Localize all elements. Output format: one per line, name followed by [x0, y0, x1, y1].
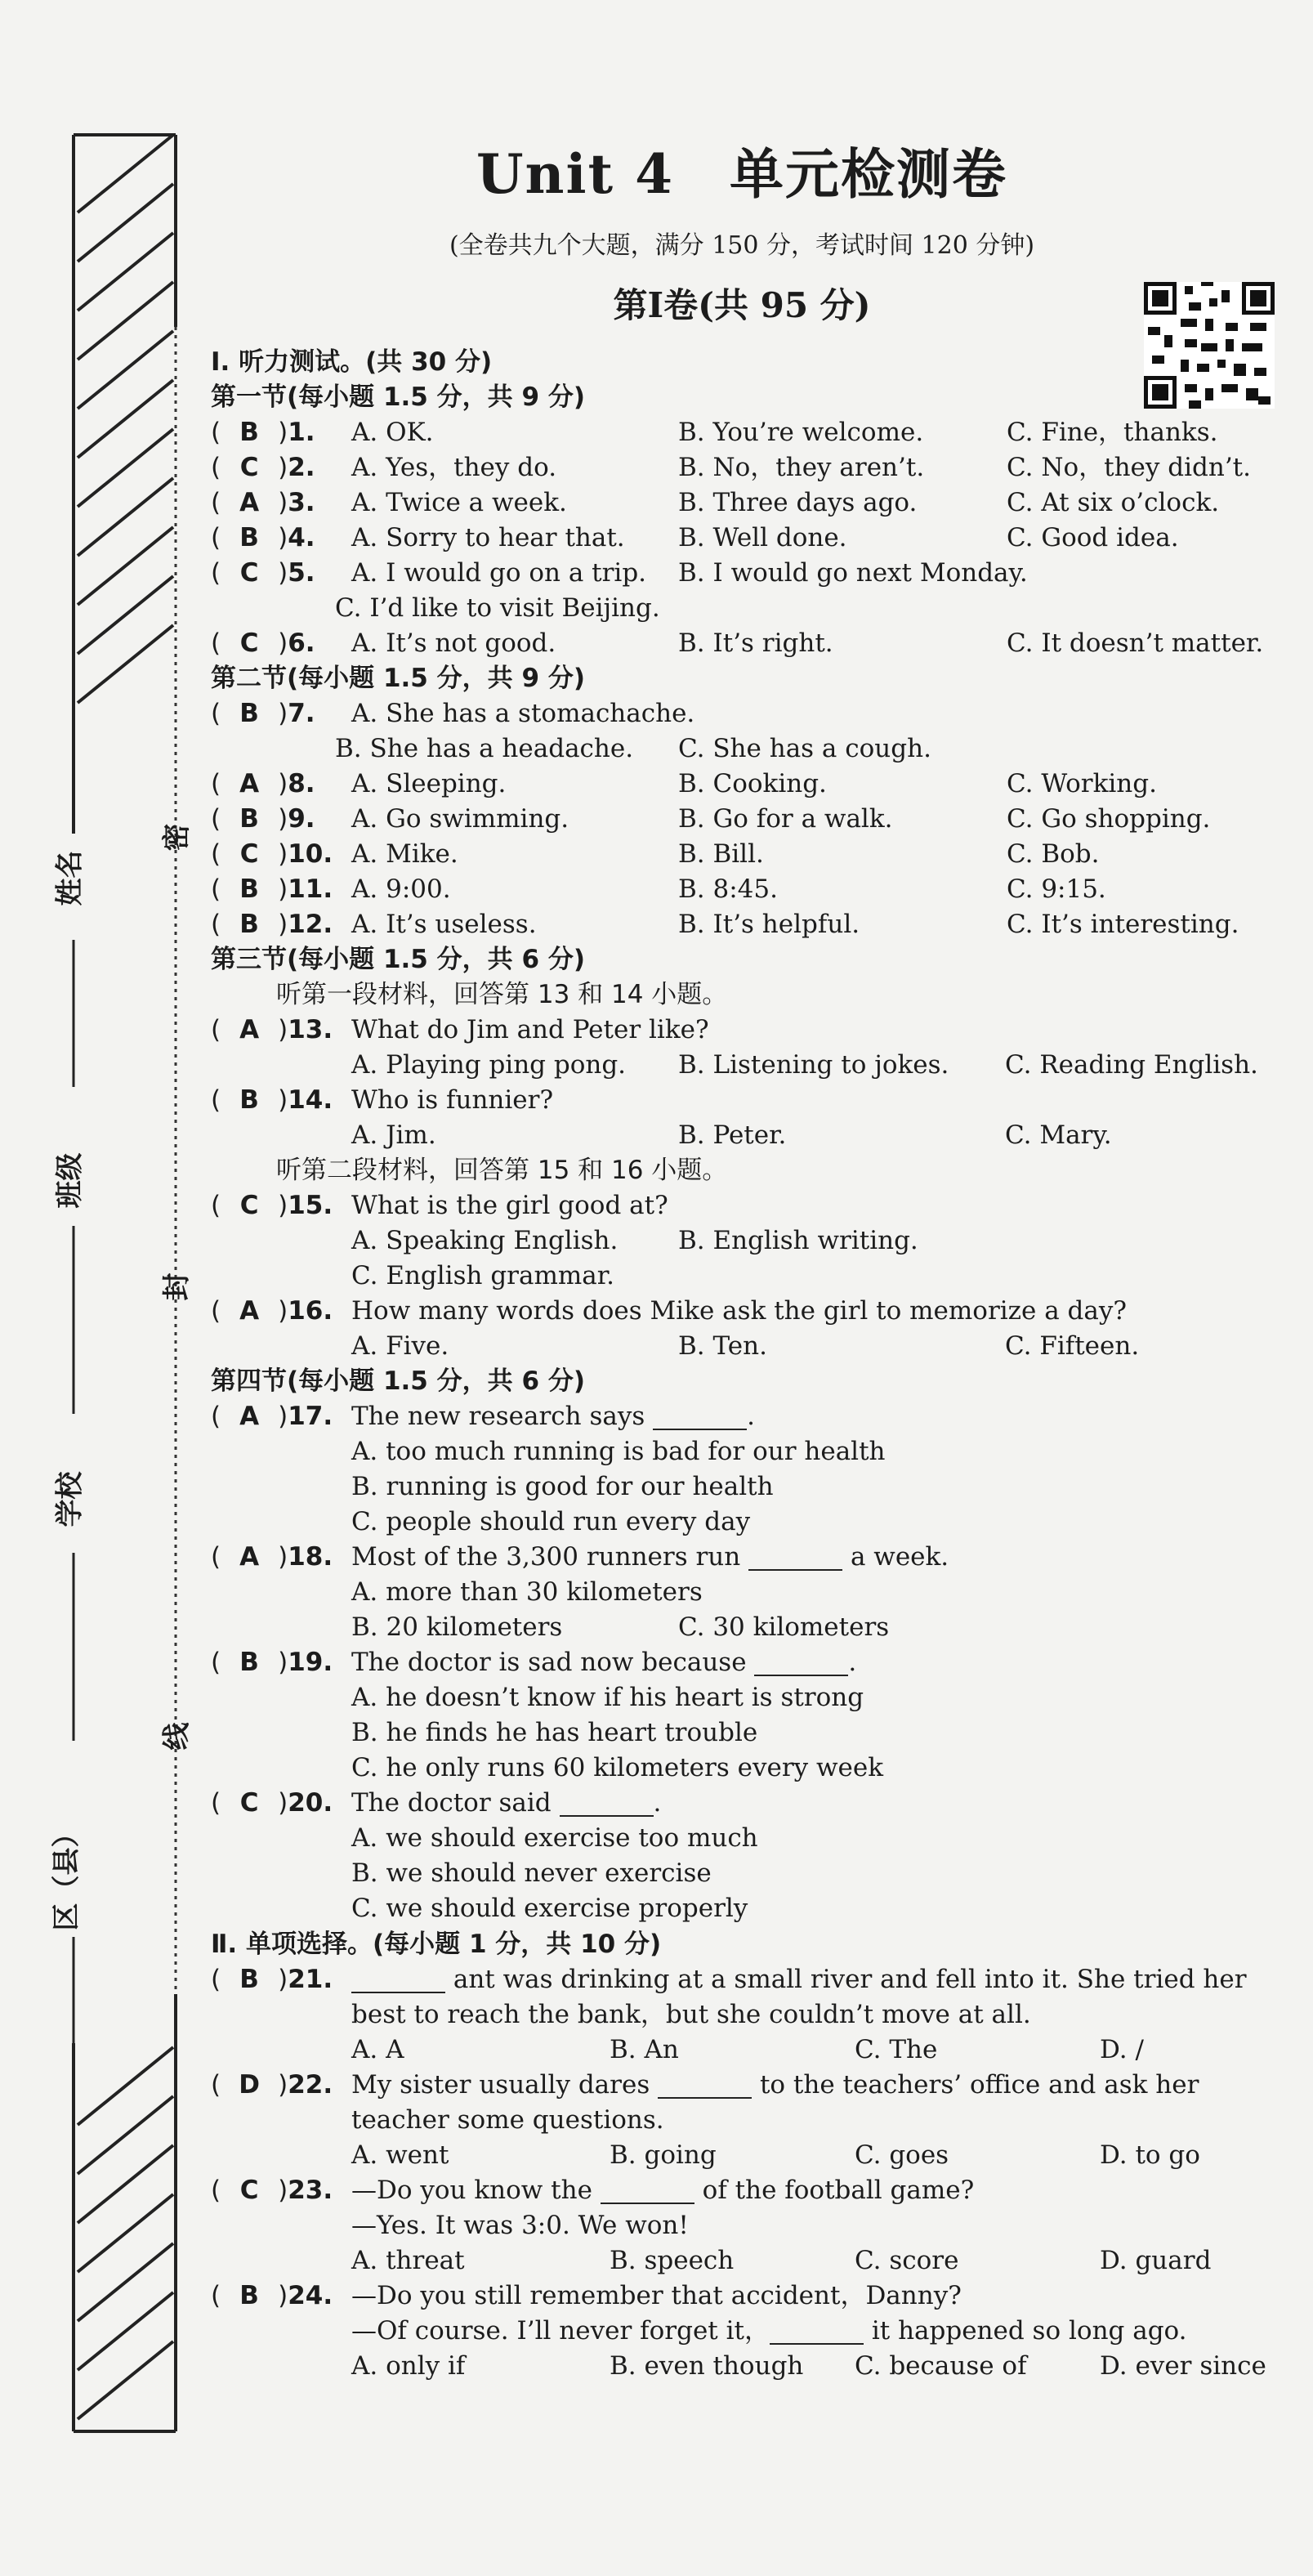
question-item: ( C )23. —Do you know the of the football game? —Yes. It was 3:0. We won! A. threat B. speech C. score D. guard	[211, 2176, 1212, 2275]
question-item: ( A )3. A. Twice a week. B. Three days ago. C. At six o’clock.	[211, 488, 1220, 517]
answer-blank	[748, 1545, 842, 1571]
subsection-heading: 第三节(每小题 1.5 分，共 6 分)	[211, 945, 585, 974]
answer-blank	[351, 1967, 445, 1993]
answer-blank	[770, 2319, 864, 2345]
question-item: ( B )7. A. She has a stomachache. B. She has a headache. C. She has a cough.	[211, 699, 931, 763]
question-item: ( A )8. A. Sleeping. B. Cooking. C. Working.	[211, 769, 1157, 798]
question-item: ( B )1. A. OK. B. You’re welcome. C. Fine，thanks.	[211, 418, 1218, 447]
margin-label-school: 学校	[53, 1471, 87, 1527]
margin-label-district: 区（县）	[50, 1819, 83, 1931]
margin-label-class: 班级	[53, 1152, 87, 1209]
question-item: ( B )19. The doctor is sad now because . A. he doesn’t know if his heart is strong B. he finds he has heart trouble C. he only runs 60 kilometers every week	[211, 1648, 884, 1782]
answer-blank	[653, 1404, 747, 1430]
section-heading-single-choice: Ⅱ. 单项选择。(每小题 1 分，共 10 分)	[211, 1930, 662, 1959]
question-item: ( B )11. A. 9:00. B. 8:45. C. 9:15.	[211, 874, 1106, 904]
seal-char-xian: 线	[160, 1722, 194, 1751]
binding-margin	[0, 0, 194, 2576]
answer-blank	[658, 2073, 752, 2099]
listening-instruction: 听第一段材料，回答第 13 和 14 小题。	[276, 980, 728, 1009]
section-heading-listening: Ⅰ. 听力测试。(共 30 分)	[211, 347, 493, 377]
question-item: ( B )12. A. It’s useless. B. It’s helpful. C. It’s interesting.	[211, 910, 1239, 939]
listening-instruction: 听第二段材料，回答第 15 和 16 小题。	[276, 1156, 728, 1185]
seal-char-feng: 封	[160, 1272, 194, 1301]
question-item: ( A )18. Most of the 3,300 runners run a week. A. more than 30 kilometers B. 20 kilometers C. 30 kilometers	[211, 1542, 949, 1642]
question-item: ( C )5. A. I would go on a trip. B. I would go next Monday. C. I’d like to visit Beijing.	[211, 558, 1028, 623]
question-item: ( C )15. What is the girl good at? A. Speaking English. B. English writing. C. English grammar.	[211, 1191, 918, 1290]
question-item: ( C )20. The doctor said . A. we should exercise too much B. we should never exercise C. we should exercise properly	[211, 1788, 758, 1923]
page-title: Unit 4 单元检测卷	[476, 142, 1007, 206]
question-item: ( C )2. A. Yes，they do. B. No，they aren’t. C. No，they didn’t.	[211, 453, 1251, 482]
question-item: ( C )10. A. Mike. B. Bill. C. Bob.	[211, 839, 1100, 869]
margin-label-name: 姓名	[53, 850, 87, 906]
question-item: ( B )9. A. Go swimming. B. Go for a walk. C. Go shopping.	[211, 804, 1211, 834]
subsection-heading: 第二节(每小题 1.5 分，共 9 分)	[211, 664, 585, 693]
question-item: ( B )24. —Do you still remember that accident，Danny? —Of course. I’ll never forget it， it happened so long ago. A. only if B. even though C. because of D. ever since	[211, 2281, 1266, 2381]
answer-blank	[754, 1650, 848, 1676]
question-item: ( B )4. A. Sorry to hear that. B. Well done. C. Good idea.	[211, 523, 1179, 552]
question-item: ( A )13. What do Jim and Peter like? A. Playing ping pong. B. Listening to jokes. C. Reading English.	[211, 1015, 1258, 1080]
seal-char-mi: 密	[160, 823, 194, 852]
answer-blank	[601, 2178, 694, 2204]
question-item: ( C )6. A. It’s not good. B. It’s right. C. It doesn’t matter.	[211, 628, 1264, 658]
question-item: ( B )21. ant was drinking at a small river and fell into it. She tried her best to reach the bank，but she couldn’t move at all. A. A B. An C. The D. /	[211, 1965, 1247, 2064]
volume-title: 第Ⅰ卷(共 95 分)	[613, 285, 871, 325]
question-item: ( B )14. Who is funnier? A. Jim. B. Peter. C. Mary.	[211, 1085, 1112, 1150]
subsection-heading: 第四节(每小题 1.5 分，共 6 分)	[211, 1366, 585, 1396]
question-item: ( A )16. How many words does Mike ask the girl to memorize a day? A. Five. B. Ten. C. Fifteen.	[211, 1296, 1140, 1361]
question-item: ( A )17. The new research says . A. too much running is bad for our health B. running is good for our health C. people should run every day	[211, 1402, 886, 1536]
exam-instructions: (全卷共九个大题，满分 150 分，考试时间 120 分钟)	[449, 231, 1035, 260]
answer-blank	[560, 1791, 654, 1817]
subsection-heading: 第一节(每小题 1.5 分，共 9 分)	[211, 382, 585, 412]
question-item: ( D )22. My sister usually dares to the teachers’ office and ask her teacher some questions. A. went B. going C. goes D. to go	[211, 2070, 1200, 2170]
exam-content	[211, 131, 1273, 2384]
